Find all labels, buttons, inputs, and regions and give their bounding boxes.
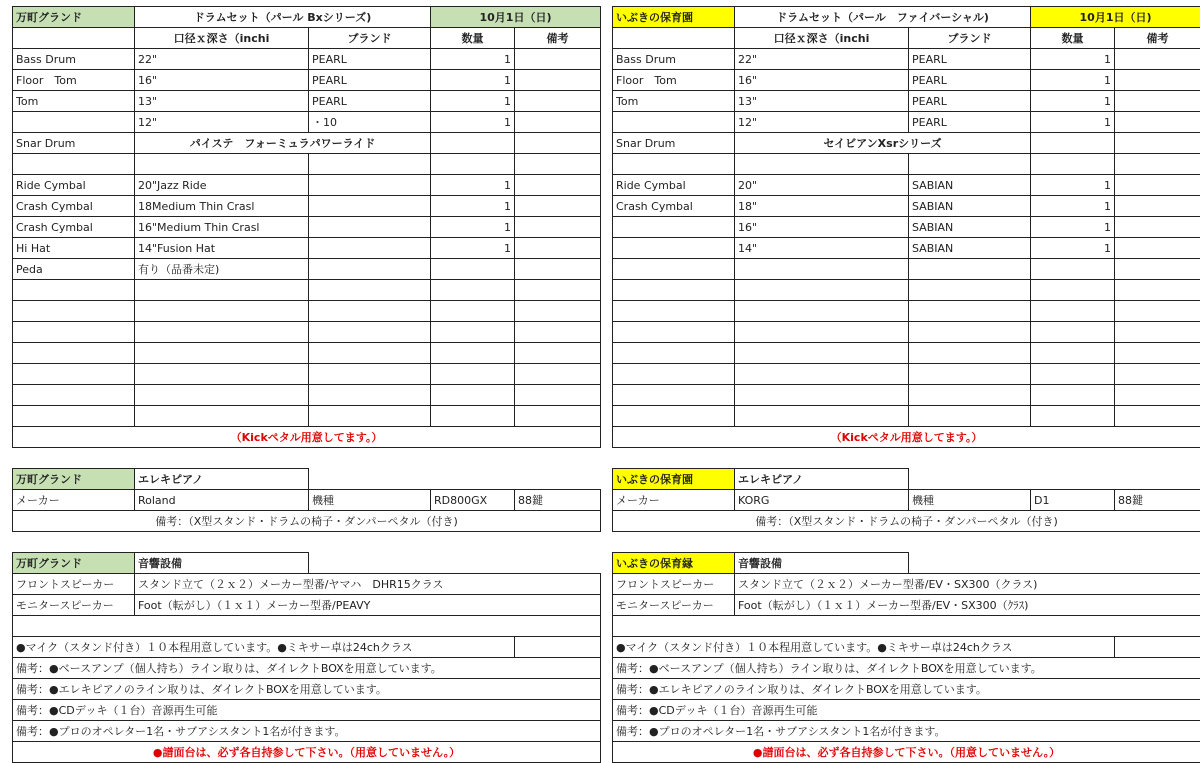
cymbal-row: [13, 259, 601, 280]
cymbal-part: Peda: [13, 259, 135, 280]
cymbal-brand: SABIAN: [909, 238, 1031, 259]
cymbal-row: [613, 175, 1200, 196]
drum-qty: 1: [431, 49, 515, 70]
piano-table: [612, 468, 1200, 532]
drum-venue: 万町グランド: [13, 7, 135, 28]
model-value: D1: [1031, 490, 1115, 511]
drum-part: [13, 112, 135, 133]
piano-note: 備考：（X型スタンド・ドラムの椅子・ダンパーペタル（付き): [613, 511, 1200, 532]
cymbal-qty: 1: [1031, 238, 1115, 259]
audio-note-1: 備考：●ベースアンプ（個人持ち）ライン取りは、ダイレクトBOXを用意しています。: [13, 658, 601, 679]
audio-venue: 万町グランド: [13, 553, 135, 574]
drum-qty: 1: [1031, 112, 1115, 133]
cymbal-row: [13, 196, 601, 217]
monitor-speaker-label: モニタースピーカー: [13, 595, 135, 616]
cymbal-brand: [909, 259, 1031, 280]
drum-size: 16": [135, 70, 309, 91]
monitor-speaker-value: Foot（転がし）（１ｘ１）メーカー型番/PEAVY: [135, 595, 601, 616]
front-speaker-label: フロントスピーカー: [613, 574, 735, 595]
cymbal-part: [613, 238, 735, 259]
keys-value: 88鍵: [1115, 490, 1200, 511]
drum-brand: PEARL: [309, 91, 431, 112]
kick-pedal-note: （Kickペタル用意してます。）: [13, 427, 601, 448]
drum-size: 12": [135, 112, 309, 133]
drum-size: 22": [135, 49, 309, 70]
drum-size: 13": [135, 91, 309, 112]
audio-table: [612, 552, 1200, 763]
drum-brand: PEARL: [909, 70, 1031, 91]
piano-venue: 万町グランド: [13, 469, 135, 490]
cymbal-brand: SABIAN: [909, 217, 1031, 238]
cymbal-qty: 1: [431, 196, 515, 217]
col-header-size: 口径ｘ深さ（inchi: [135, 28, 309, 49]
drum-title: ドラムセット（パール Bxシリーズ): [135, 7, 431, 28]
drum-brand: PEARL: [309, 49, 431, 70]
music-stand-warning: ●譜面台は、必ず各自持参して下さい。（用意していません。）: [13, 742, 601, 763]
cymbal-part: [613, 217, 735, 238]
cymbal-part: Crash Cymbal: [13, 217, 135, 238]
drum-size: 22": [735, 49, 909, 70]
drum-set-table: [12, 6, 601, 448]
drum-brand: PEARL: [909, 112, 1031, 133]
cymbal-brand: [309, 196, 431, 217]
cymbal-qty: 1: [431, 175, 515, 196]
cymbal-part: Crash Cymbal: [613, 196, 735, 217]
drum-part: Tom: [13, 91, 135, 112]
cymbal-brand: [309, 238, 431, 259]
front-speaker-value: スタンド立て（２ｘ２）メーカー型番/EV・SX300（クラス): [735, 574, 1200, 595]
col-header-brand: ブランド: [309, 28, 431, 49]
drum-row: [13, 70, 601, 91]
piano-venue: いぶきの保育園: [613, 469, 735, 490]
drum-size: 16": [735, 70, 909, 91]
model-value: RD800GX: [431, 490, 515, 511]
cymbal-size: 14"Fusion Hat: [135, 238, 309, 259]
col-header-notes: 備考: [515, 28, 601, 49]
front-speaker-value: スタンド立て（２ｘ２）メーカー型番/ヤマハ DHR15クラス: [135, 574, 601, 595]
drum-date: 10月1日（日): [1031, 7, 1200, 28]
keys-value: 88鍵: [515, 490, 601, 511]
drum-qty: 1: [431, 112, 515, 133]
cymbal-row: [613, 259, 1200, 280]
drum-row: [613, 91, 1200, 112]
drum-row: [613, 70, 1200, 91]
cymbal-size: 16": [735, 217, 909, 238]
cymbal-size: 有り（品番未定): [135, 259, 309, 280]
cymbal-qty: 1: [431, 217, 515, 238]
drum-title: ドラムセット（パール ファイバーシャル): [735, 7, 1031, 28]
monitor-speaker-label: モニタースピーカー: [613, 595, 735, 616]
drum-row: [613, 112, 1200, 133]
drum-part: Bass Drum: [613, 49, 735, 70]
cymbal-qty: [431, 259, 515, 280]
cymbal-qty: 1: [1031, 175, 1115, 196]
left-panel: [12, 6, 600, 763]
snare-model: セイビアンXsrシリーズ: [735, 133, 1031, 154]
cymbal-size: 20"Jazz Ride: [135, 175, 309, 196]
cymbal-brand: [309, 217, 431, 238]
drum-size: 12": [735, 112, 909, 133]
front-speaker-label: フロントスピーカー: [13, 574, 135, 595]
drum-row: [13, 91, 601, 112]
drum-qty: 1: [1031, 91, 1115, 112]
drum-row: [613, 49, 1200, 70]
audio-venue: いぶきの保育縁: [613, 553, 735, 574]
col-header-notes: 備考: [1115, 28, 1200, 49]
drum-qty: 1: [431, 70, 515, 91]
cymbal-brand: SABIAN: [909, 196, 1031, 217]
audio-note-1: 備考：●ベースアンプ（個人持ち）ライン取りは、ダイレクトBOXを用意しています。: [613, 658, 1200, 679]
drum-part: Tom: [613, 91, 735, 112]
music-stand-warning: ●譜面台は、必ず各自持参して下さい。（用意していません。）: [613, 742, 1200, 763]
drum-qty: 1: [1031, 70, 1115, 91]
cymbal-part: Ride Cymbal: [613, 175, 735, 196]
cymbal-brand: SABIAN: [909, 175, 1031, 196]
cymbal-part: Hi Hat: [13, 238, 135, 259]
piano-title: エレキピアノ: [735, 469, 909, 490]
drum-date: 10月1日（日): [431, 7, 601, 28]
audio-note-3: 備考：●CDデッキ（１台）音源再生可能: [13, 700, 601, 721]
model-label: 機種: [909, 490, 1031, 511]
piano-note: 備考：（X型スタンド・ドラムの椅子・ダンパーペタル（付き): [13, 511, 601, 532]
drum-part: Bass Drum: [13, 49, 135, 70]
audio-note-4: 備考：●プロのオペレター1名・サブアシスタント1名が付きます。: [13, 721, 601, 742]
audio-note-3: 備考：●CDデッキ（１台）音源再生可能: [613, 700, 1200, 721]
maker-value: KORG: [735, 490, 909, 511]
drum-brand: ・10: [309, 112, 431, 133]
cymbal-size: 14": [735, 238, 909, 259]
drum-qty: 1: [431, 91, 515, 112]
kick-pedal-note: （Kickペタル用意してます。）: [613, 427, 1200, 448]
cymbal-qty: 1: [1031, 217, 1115, 238]
cymbal-row: [13, 175, 601, 196]
cymbal-brand: [309, 259, 431, 280]
cymbal-part: Ride Cymbal: [13, 175, 135, 196]
cymbal-qty: 1: [431, 238, 515, 259]
cymbal-row: [13, 238, 601, 259]
drum-part: [613, 112, 735, 133]
drum-part: Floor Tom: [613, 70, 735, 91]
col-header-size: 口径ｘ深さ（inchi: [735, 28, 909, 49]
cymbal-row: [613, 196, 1200, 217]
cymbal-row: [13, 217, 601, 238]
audio-table: [12, 552, 601, 763]
piano-table: [12, 468, 601, 532]
cymbal-size: 16"Medium Thin Crasl: [135, 217, 309, 238]
drum-brand: PEARL: [909, 49, 1031, 70]
drum-row: [13, 112, 601, 133]
cymbal-qty: 1: [1031, 196, 1115, 217]
drum-brand: PEARL: [909, 91, 1031, 112]
audio-title: 音響設備: [735, 553, 909, 574]
monitor-speaker-value: Foot（転がし）（１ｘ１）メーカー型番/EV・SX300（ｸﾗｽ): [735, 595, 1200, 616]
drum-size: 13": [735, 91, 909, 112]
drum-part: Floor Tom: [13, 70, 135, 91]
mic-note: ●マイク（スタンド付き）１０本程用意しています。●ミキサー卓は24chクラス: [13, 637, 515, 658]
cymbal-size: 18": [735, 196, 909, 217]
audio-note-4: 備考：●プロのオペレター1名・サブアシスタント1名が付きます。: [613, 721, 1200, 742]
drum-brand: PEARL: [309, 70, 431, 91]
cymbal-part: [613, 259, 735, 280]
snare-label: Snar Drum: [13, 133, 135, 154]
cymbal-size: 20": [735, 175, 909, 196]
cymbal-size: [735, 259, 909, 280]
audio-note-2: 備考：●エレキピアノのライン取りは、ダイレクトBOXを用意しています。: [13, 679, 601, 700]
col-header-qty: 数量: [431, 28, 515, 49]
cymbal-part: Crash Cymbal: [13, 196, 135, 217]
cymbal-brand: [309, 175, 431, 196]
cymbal-size: 18Medium Thin Crasl: [135, 196, 309, 217]
snare-label: Snar Drum: [613, 133, 735, 154]
cymbal-qty: [1031, 259, 1115, 280]
col-header-qty: 数量: [1031, 28, 1115, 49]
col-header-brand: ブランド: [909, 28, 1031, 49]
model-label: 機種: [309, 490, 431, 511]
audio-title: 音響設備: [135, 553, 309, 574]
snare-model: パイステ フォーミュラパワーライド: [135, 133, 431, 154]
drum-qty: 1: [1031, 49, 1115, 70]
piano-title: エレキピアノ: [135, 469, 309, 490]
right-panel: [612, 6, 1200, 763]
cymbal-row: [613, 238, 1200, 259]
cymbal-row: [613, 217, 1200, 238]
audio-note-2: 備考：●エレキピアノのライン取りは、ダイレクトBOXを用意しています。: [613, 679, 1200, 700]
maker-value: Roland: [135, 490, 309, 511]
maker-label: メーカー: [613, 490, 735, 511]
drum-venue: いぶきの保育園: [613, 7, 735, 28]
drum-row: [13, 49, 601, 70]
drum-set-table: [612, 6, 1200, 448]
mic-note: ●マイク（スタンド付き）１０本程用意しています。●ミキサー卓は24chクラス: [613, 637, 1115, 658]
maker-label: メーカー: [13, 490, 135, 511]
